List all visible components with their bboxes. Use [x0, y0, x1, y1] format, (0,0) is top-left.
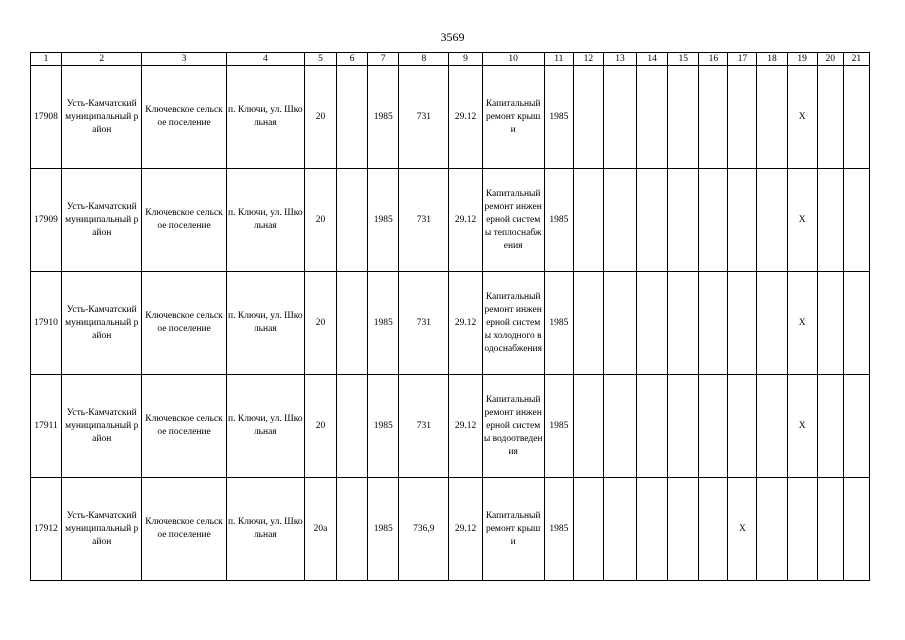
address-cell: п. Ключи, ул. Школьная: [226, 169, 304, 272]
district-cell: Усть-Камчатский муниципальный район: [62, 272, 142, 375]
area-cell: 731: [399, 375, 449, 478]
col6-cell: [337, 66, 368, 169]
table-row: [31, 169, 870, 272]
column-header: 19: [787, 53, 817, 66]
column-header: 20: [817, 53, 843, 66]
house-number-cell: 20: [304, 66, 336, 169]
work-type-cell: Капитальный ремонт инженерной системы холодного водоснабжения: [482, 272, 544, 375]
col21-cell: [843, 272, 869, 375]
col18-cell: [757, 478, 787, 581]
col12-cell: [573, 272, 603, 375]
address-cell: п. Ключи, ул. Школьная: [226, 375, 304, 478]
district-cell: Усть-Камчатский муниципальный район: [62, 375, 142, 478]
col12-cell: [573, 169, 603, 272]
district-cell: Усть-Камчатский муниципальный район: [62, 478, 142, 581]
col14-cell: [637, 66, 668, 169]
col13-cell: [603, 272, 636, 375]
column-header: 12: [573, 53, 603, 66]
year-cell: 1985: [368, 66, 399, 169]
col20-cell: [817, 375, 843, 478]
col6-cell: [337, 272, 368, 375]
page-number: 3569: [440, 30, 465, 44]
col17-cell: [728, 66, 757, 169]
col14-cell: [637, 478, 668, 581]
col16-cell: [699, 66, 728, 169]
year-built-cell: 1985: [544, 169, 573, 272]
date-cell: 29.12: [449, 272, 482, 375]
column-header: 18: [757, 53, 787, 66]
col6-cell: [337, 478, 368, 581]
district-cell: Усть-Камчатский муниципальный район: [62, 66, 142, 169]
column-header: 2: [62, 53, 142, 66]
settlement-cell: Ключевское сельское поселение: [142, 478, 226, 581]
register-table: [30, 52, 870, 581]
year-cell: 1985: [368, 169, 399, 272]
record-number-cell: 17909: [31, 169, 62, 272]
table-row: [31, 478, 870, 581]
col14-cell: [637, 169, 668, 272]
address-cell: п. Ключи, ул. Школьная: [226, 272, 304, 375]
column-header: 7: [368, 53, 399, 66]
column-header: 17: [728, 53, 757, 66]
col13-cell: [603, 66, 636, 169]
table-row: [31, 375, 870, 478]
house-number-cell: 20: [304, 272, 336, 375]
col15-cell: [668, 375, 699, 478]
table-header: [31, 53, 870, 66]
year-built-cell: 1985: [544, 272, 573, 375]
col12-cell: [573, 66, 603, 169]
column-header: 13: [603, 53, 636, 66]
column-header: 14: [637, 53, 668, 66]
work-type-cell: Капитальный ремонт инженерной системы водоотведения: [482, 375, 544, 478]
col17-cell: [728, 375, 757, 478]
record-number-cell: 17908: [31, 66, 62, 169]
area-cell: 731: [399, 272, 449, 375]
settlement-cell: Ключевское сельское поселение: [142, 375, 226, 478]
col19-cell: Х: [787, 272, 817, 375]
column-header: 9: [449, 53, 482, 66]
col19-cell: Х: [787, 66, 817, 169]
col18-cell: [757, 169, 787, 272]
column-header: 6: [337, 53, 368, 66]
col19-cell: Х: [787, 169, 817, 272]
header-row: [31, 53, 870, 66]
col17-cell: [728, 272, 757, 375]
col6-cell: [337, 169, 368, 272]
area-cell: 731: [399, 169, 449, 272]
col16-cell: [699, 478, 728, 581]
settlement-cell: Ключевское сельское поселение: [142, 66, 226, 169]
col13-cell: [603, 169, 636, 272]
house-number-cell: 20: [304, 375, 336, 478]
column-header: 4: [226, 53, 304, 66]
date-cell: 29.12: [449, 66, 482, 169]
area-cell: 736,9: [399, 478, 449, 581]
column-header: 5: [304, 53, 336, 66]
column-header: 16: [699, 53, 728, 66]
year-cell: 1985: [368, 478, 399, 581]
col21-cell: [843, 375, 869, 478]
column-header: 15: [668, 53, 699, 66]
address-cell: п. Ключи, ул. Школьная: [226, 478, 304, 581]
col18-cell: [757, 66, 787, 169]
year-built-cell: 1985: [544, 66, 573, 169]
col20-cell: [817, 169, 843, 272]
work-type-cell: Капитальный ремонт крыши: [482, 478, 544, 581]
col20-cell: [817, 272, 843, 375]
col21-cell: [843, 169, 869, 272]
column-header: 3: [142, 53, 226, 66]
col19-cell: Х: [787, 375, 817, 478]
col17-cell: Х: [728, 478, 757, 581]
col6-cell: [337, 375, 368, 478]
record-number-cell: 17912: [31, 478, 62, 581]
table-row: [31, 272, 870, 375]
work-type-cell: Капитальный ремонт инженерной системы теплоснабжения: [482, 169, 544, 272]
col12-cell: [573, 375, 603, 478]
col18-cell: [757, 375, 787, 478]
house-number-cell: 20: [304, 169, 336, 272]
record-number-cell: 17911: [31, 375, 62, 478]
col15-cell: [668, 272, 699, 375]
col20-cell: [817, 66, 843, 169]
col19-cell: [787, 478, 817, 581]
col16-cell: [699, 169, 728, 272]
col17-cell: [728, 169, 757, 272]
col21-cell: [843, 478, 869, 581]
col12-cell: [573, 478, 603, 581]
year-built-cell: 1985: [544, 375, 573, 478]
column-header: 10: [482, 53, 544, 66]
address-cell: п. Ключи, ул. Школьная: [226, 66, 304, 169]
house-number-cell: 20а: [304, 478, 336, 581]
settlement-cell: Ключевское сельское поселение: [142, 169, 226, 272]
date-cell: 29.12: [449, 375, 482, 478]
table-body: [31, 66, 870, 581]
column-header: 1: [31, 53, 62, 66]
table-row: [31, 66, 870, 169]
column-header: 21: [843, 53, 869, 66]
col13-cell: [603, 478, 636, 581]
record-number-cell: 17910: [31, 272, 62, 375]
col16-cell: [699, 272, 728, 375]
col20-cell: [817, 478, 843, 581]
year-cell: 1985: [368, 272, 399, 375]
district-cell: Усть-Камчатский муниципальный район: [62, 169, 142, 272]
col13-cell: [603, 375, 636, 478]
date-cell: 29.12: [449, 169, 482, 272]
year-built-cell: 1985: [544, 478, 573, 581]
col15-cell: [668, 66, 699, 169]
column-header: 8: [399, 53, 449, 66]
area-cell: 731: [399, 66, 449, 169]
col18-cell: [757, 272, 787, 375]
col14-cell: [637, 272, 668, 375]
col14-cell: [637, 375, 668, 478]
date-cell: 29.12: [449, 478, 482, 581]
col15-cell: [668, 478, 699, 581]
col21-cell: [843, 66, 869, 169]
settlement-cell: Ключевское сельское поселение: [142, 272, 226, 375]
work-type-cell: Капитальный ремонт крыши: [482, 66, 544, 169]
col15-cell: [668, 169, 699, 272]
year-cell: 1985: [368, 375, 399, 478]
column-header: 11: [544, 53, 573, 66]
col16-cell: [699, 375, 728, 478]
